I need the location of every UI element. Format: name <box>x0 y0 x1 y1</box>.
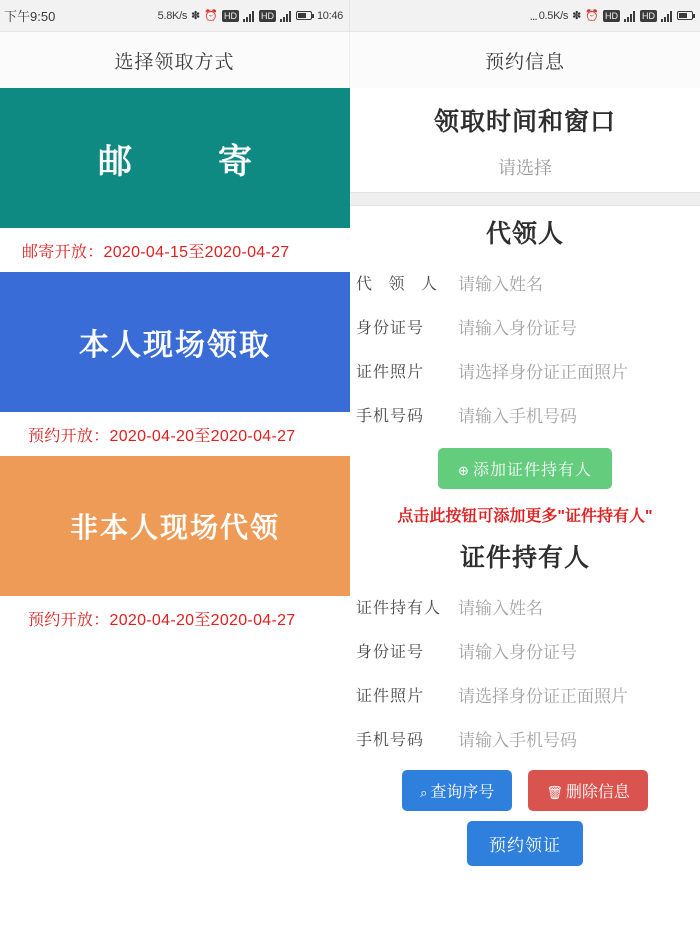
field-label: 证件照片 <box>356 687 425 705</box>
field-label: 代 领 人 <box>356 275 443 293</box>
agent-phone-input[interactable]: 请输入手机号码 <box>458 406 577 426</box>
field-holder-name[interactable] <box>350 584 700 628</box>
option-mail[interactable]: 邮 寄 <box>0 88 350 228</box>
submit-booking-button[interactable]: 预约领证 <box>467 821 583 866</box>
field-label: 身份证号 <box>356 643 425 661</box>
page-title-right: 预约信息 <box>484 51 565 73</box>
holder-name-input[interactable]: 请输入姓名 <box>458 598 543 618</box>
battery-icon <box>296 11 312 20</box>
option-self-pickup-note: 预约开放：2020-04-20至2020-04-27 <box>28 427 296 445</box>
page-title-left: 选择领取方式 <box>0 32 350 88</box>
time-window-select[interactable]: 请选择 <box>498 158 552 178</box>
body-split <box>0 88 700 933</box>
network-speed-left: 5.8K/s <box>157 9 188 22</box>
hd-icon: HD <box>260 10 274 21</box>
status-clock-left: 下午9:50 <box>4 9 56 24</box>
query-serial-button[interactable] <box>402 770 512 811</box>
add-holder-hint: 点击此按钮可添加更多"证件持有人" <box>397 508 653 525</box>
hd-icon: HD <box>605 10 618 21</box>
delete-info-label: 删除信息 <box>565 784 630 801</box>
field-holder-id[interactable] <box>350 628 700 672</box>
submit-row <box>350 815 700 876</box>
agent-name-input[interactable]: 请输入姓名 <box>458 274 543 294</box>
section-title-holder: 证件持有人 <box>459 544 590 572</box>
alarm-icon: ⏰ <box>204 10 218 22</box>
booking-info-panel <box>350 88 700 933</box>
field-agent-name[interactable] <box>350 260 700 304</box>
pickup-method-panel <box>0 88 350 933</box>
field-label: 证件照片 <box>356 363 425 381</box>
section-title-time: 领取时间和窗口 <box>433 108 616 136</box>
field-label: 身份证号 <box>356 319 425 337</box>
bluetooth-icon: ✽ <box>572 10 582 22</box>
holder-photo-picker[interactable]: 请选择身份证正面照片 <box>458 686 628 706</box>
field-agent-phone[interactable] <box>350 392 700 436</box>
battery-time-left: 10:46 <box>316 9 343 22</box>
bluetooth-icon: ✽ <box>191 10 201 22</box>
status-bar-left <box>0 0 350 31</box>
add-holder-button[interactable] <box>438 448 612 489</box>
field-label: 手机号码 <box>356 407 425 425</box>
status-bar-right <box>350 0 700 31</box>
option-self-pickup[interactable]: 本人现场领取 <box>0 272 350 412</box>
signal-bars-icon <box>624 10 636 22</box>
field-label: 证件持有人 <box>356 599 442 617</box>
field-holder-phone[interactable] <box>350 716 700 760</box>
alarm-icon: ⏰ <box>585 10 599 22</box>
field-agent-photo[interactable] <box>350 348 700 392</box>
add-holder-row <box>350 436 700 495</box>
option-mail-note: 邮寄开放：2020-04-15至2020-04-27 <box>22 243 290 261</box>
hd-icon: HD <box>223 10 237 21</box>
more-dots-icon: ... <box>529 8 537 23</box>
add-holder-label: 添加证件持有人 <box>472 462 592 479</box>
field-agent-id[interactable] <box>350 304 700 348</box>
signal-bars-icon <box>243 10 255 22</box>
agent-id-input[interactable]: 请输入身份证号 <box>458 318 577 338</box>
option-agent-pickup[interactable]: 非本人现场代领 <box>0 456 350 596</box>
field-label: 手机号码 <box>356 731 425 749</box>
battery-icon <box>677 11 693 20</box>
title-bar-row <box>0 32 700 88</box>
signal-bars-icon <box>280 10 292 22</box>
holder-id-input[interactable]: 请输入身份证号 <box>458 642 577 662</box>
hd-icon: HD <box>642 10 655 21</box>
search-icon: ⌕ <box>420 785 428 800</box>
agent-photo-picker[interactable]: 请选择身份证正面照片 <box>458 362 628 382</box>
query-serial-label: 查询序号 <box>430 784 495 801</box>
trash-icon: 🗑 <box>546 785 563 800</box>
delete-info-button[interactable] <box>528 770 648 811</box>
section-title-agent: 代领人 <box>485 220 564 248</box>
holder-action-row <box>350 760 700 815</box>
network-speed-right: 0.5K/s <box>538 9 569 22</box>
holder-phone-input[interactable]: 请输入手机号码 <box>458 730 577 750</box>
signal-bars-icon <box>661 10 673 22</box>
status-bar-row <box>0 0 700 32</box>
field-holder-photo[interactable] <box>350 672 700 716</box>
section-divider <box>350 192 700 206</box>
plus-circle-icon: ⊕ <box>458 463 470 478</box>
option-agent-pickup-note: 预约开放：2020-04-20至2020-04-27 <box>28 611 296 629</box>
